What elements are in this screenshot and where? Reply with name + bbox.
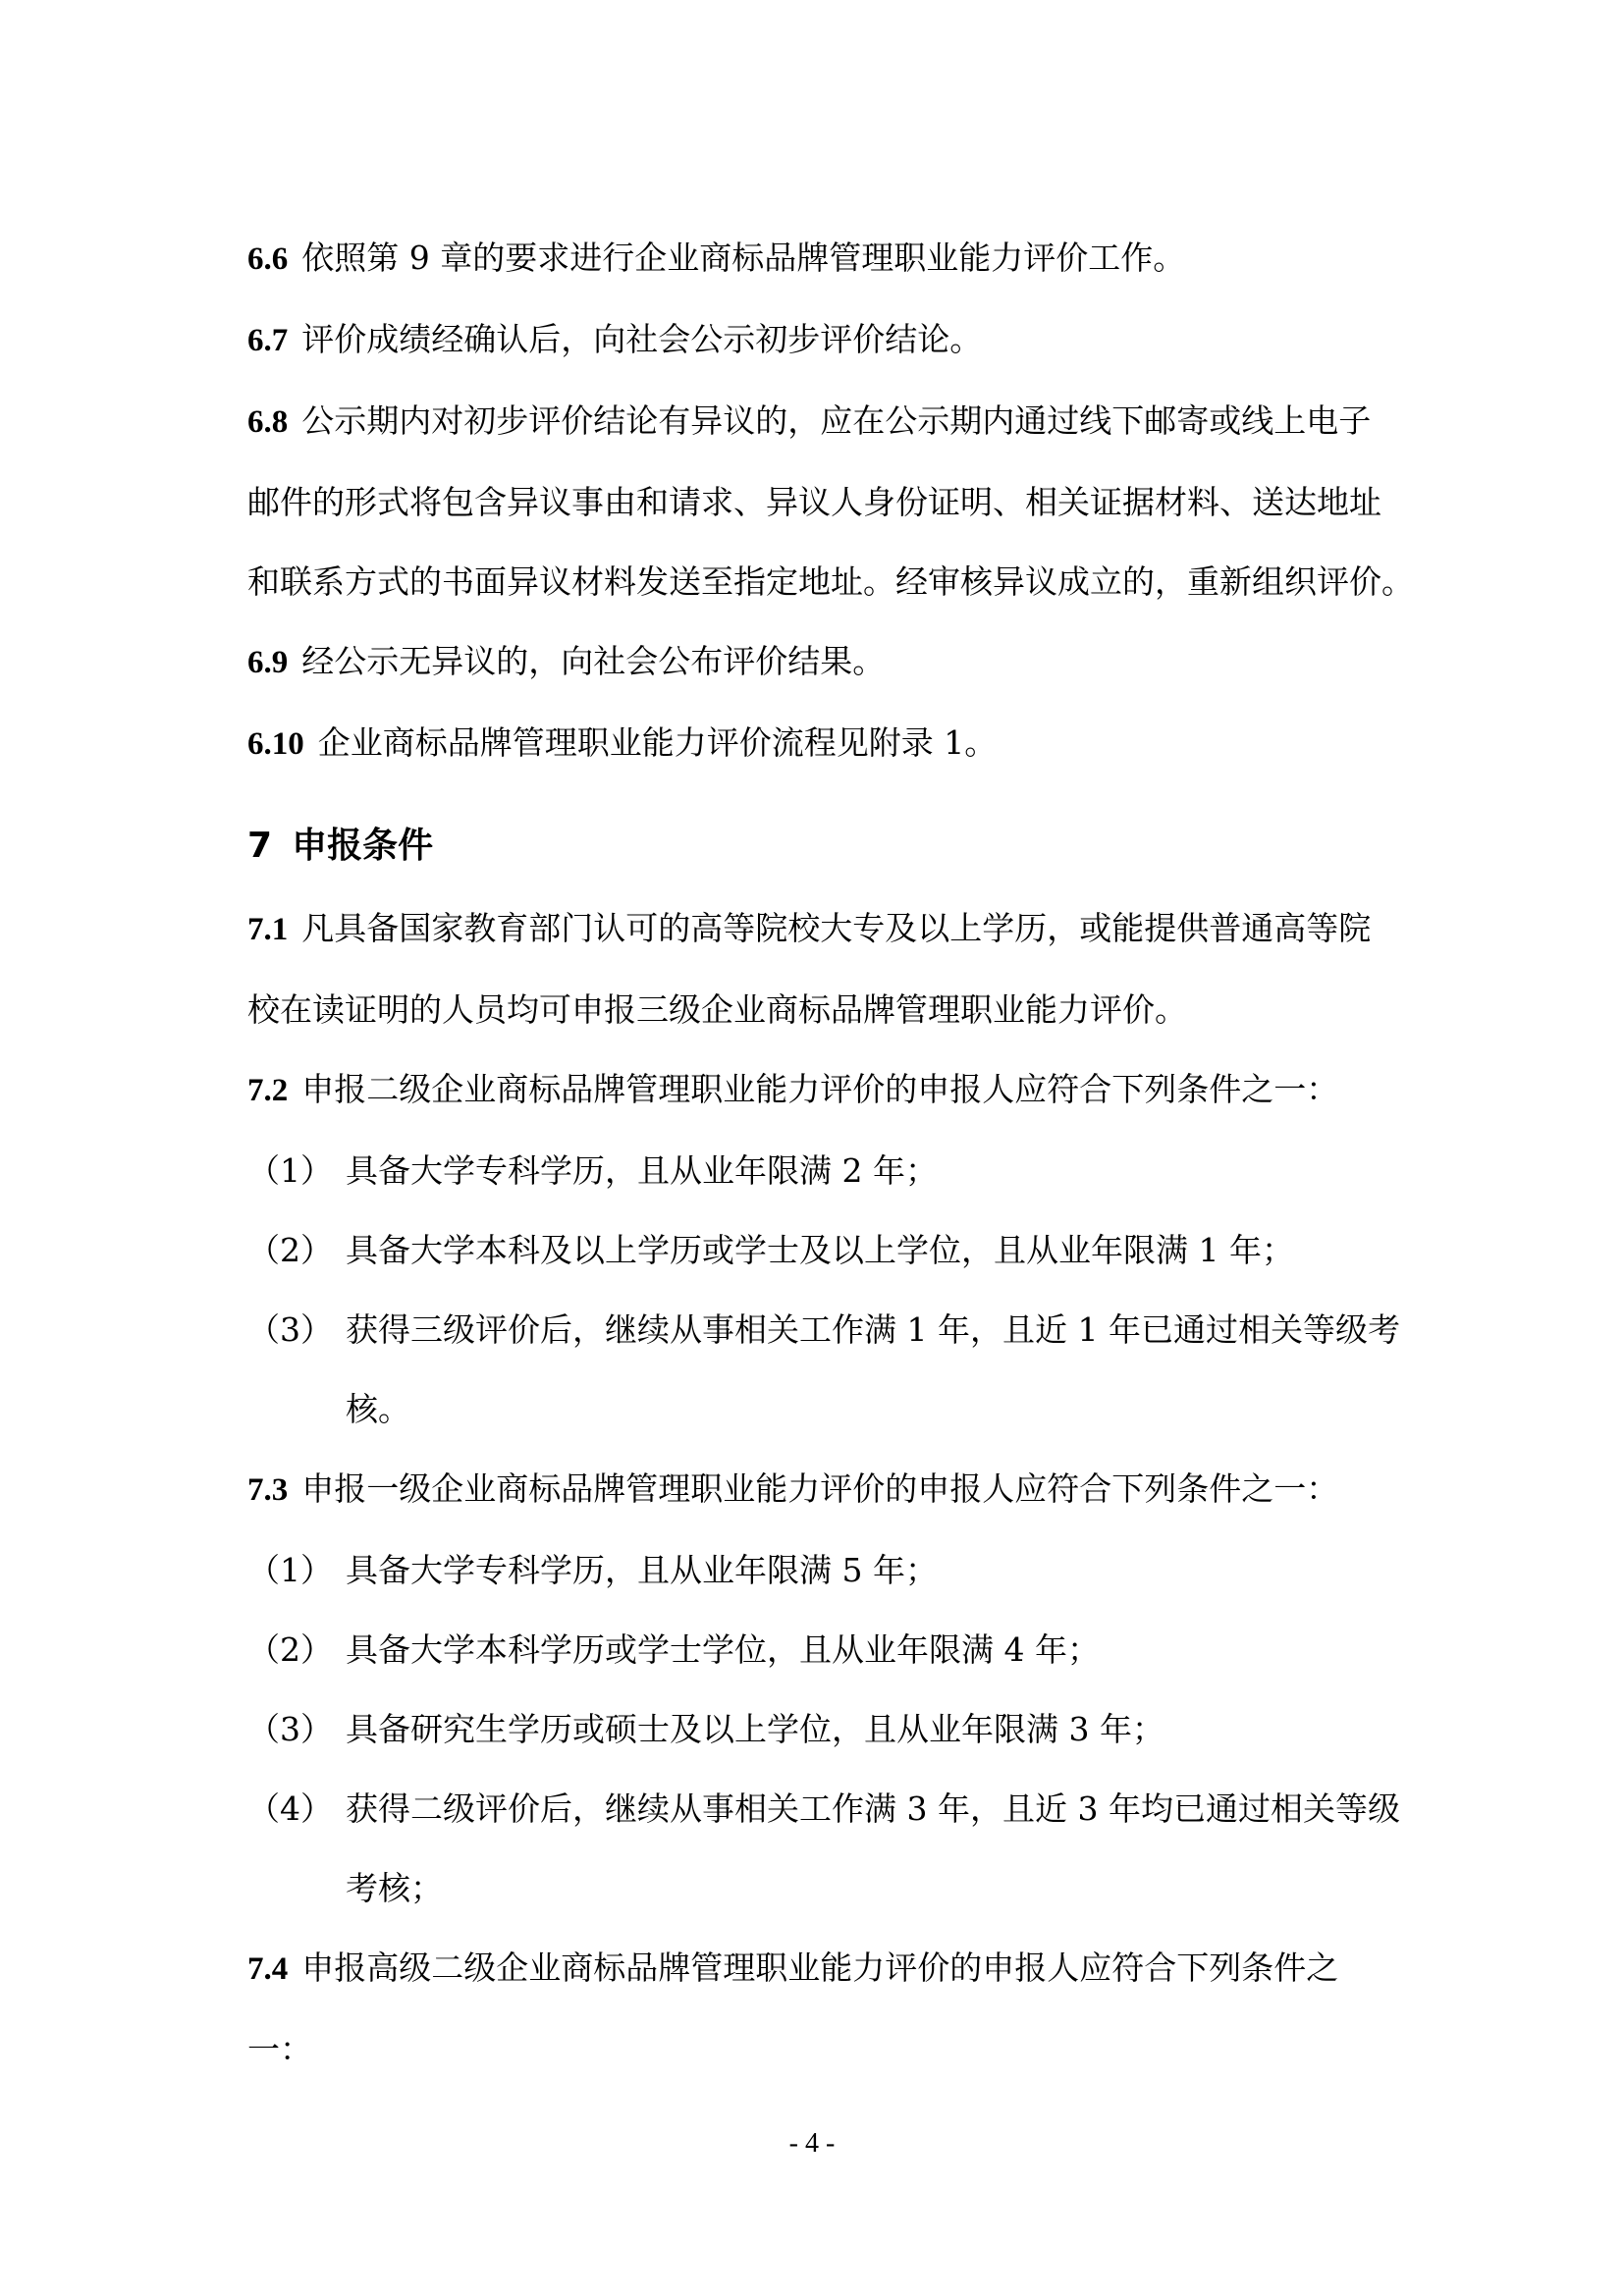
- list-item: [247, 1610, 1388, 1689]
- list-marker: （1）: [247, 1551, 333, 1589]
- clause-number: 7.4: [247, 1951, 289, 1987]
- clause-7-4: [247, 1928, 1388, 2009]
- clause-6-6: [247, 218, 1388, 299]
- clause-7-1-line-2: 校在读证明的人员均可申报三级企业商标品牌管理职业能力评价。: [247, 990, 1187, 1029]
- clause-6-8-line-2: 邮件的形式将包含异议事由和请求、异议人身份证明、相关证据材料、送达地址: [247, 483, 1381, 521]
- list-item-continuation: 考核；: [346, 1869, 443, 1907]
- clause-7-2: [247, 1049, 1388, 1131]
- clause-number: 6.6: [247, 241, 289, 277]
- list-item: [247, 1530, 1388, 1610]
- section-7-heading: [247, 810, 1388, 882]
- clause-number: 6.10: [247, 726, 304, 762]
- section-title: 申报条件: [292, 826, 434, 866]
- list-item: [247, 1689, 1388, 1769]
- clause-text: 公示期内对初步评价结论有异议的，应在公示期内通过线下邮寄或线上电子: [301, 401, 1372, 440]
- list-item-text: 具备大学专科学历，且从业年限满 5 年；: [346, 1551, 938, 1589]
- list-item-text: 具备大学专科学历，且从业年限满 2 年；: [346, 1151, 938, 1190]
- clause-6-9: [247, 621, 1388, 703]
- list-item-text: 具备大学本科及以上学历或学士及以上学位，且从业年限满 1 年；: [346, 1231, 1294, 1269]
- list-marker: （3）: [247, 1310, 333, 1349]
- list-item: [247, 1131, 1388, 1210]
- clause-text: 经公示无异议的，向社会公布评价结果。: [301, 642, 886, 680]
- clause-7-4-line-2: 一：: [247, 2030, 312, 2068]
- list-item: [247, 1769, 1400, 1848]
- list-item-text: 具备研究生学历或硕士及以上学位，且从业年限满 3 年；: [346, 1710, 1164, 1748]
- list-marker: （4）: [247, 1789, 333, 1828]
- clause-number: 7.3: [247, 1472, 289, 1508]
- list-item-text: 获得二级评价后，继续从事相关工作满 3 年，且近 3 年均已通过相关等级: [346, 1789, 1400, 1828]
- clause-text: 申报一级企业商标品牌管理职业能力评价的申报人应符合下列条件之一：: [301, 1469, 1339, 1508]
- list-marker: （3）: [247, 1710, 333, 1748]
- list-marker: （2）: [247, 1630, 333, 1669]
- clause-6-7: [247, 299, 1388, 381]
- clause-number: 7.2: [247, 1073, 289, 1108]
- clause-number: 6.7: [247, 323, 289, 358]
- clause-number: 6.8: [247, 404, 289, 440]
- list-marker: （1）: [247, 1151, 333, 1190]
- clause-text: 依照第 9 章的要求进行企业商标品牌管理职业能力评价工作。: [301, 239, 1186, 277]
- clause-7-3: [247, 1449, 1388, 1530]
- list-item: [247, 1210, 1388, 1290]
- clause-text: 企业商标品牌管理职业能力评价流程见附录 1。: [317, 723, 998, 762]
- list-item-text: 获得三级评价后，继续从事相关工作满 1 年，且近 1 年已通过相关等级考: [346, 1310, 1400, 1349]
- list-item: [247, 1290, 1400, 1369]
- clause-text: 申报高级二级企业商标品牌管理职业能力评价的申报人应符合下列条件之: [301, 1949, 1339, 1987]
- clause-7-1: [247, 888, 1388, 970]
- list-item-text: 具备大学本科学历或学士学位，且从业年限满 4 年；: [346, 1630, 1100, 1669]
- clause-6-8-line-3: 和联系方式的书面异议材料发送至指定地址。经审核异议成立的，重新组织评价。: [247, 562, 1414, 601]
- clause-number: 6.9: [247, 645, 289, 680]
- list-item-continuation: 核。: [346, 1390, 410, 1428]
- clause-6-8: [247, 381, 1388, 462]
- section-number: 7: [247, 826, 273, 866]
- clause-text: 评价成绩经确认后，向社会公示初步评价结论。: [301, 320, 983, 358]
- clause-6-10: [247, 703, 1388, 784]
- list-marker: （2）: [247, 1231, 333, 1269]
- clause-text: 申报二级企业商标品牌管理职业能力评价的申报人应符合下列条件之一：: [301, 1070, 1339, 1108]
- page-number: - 4 -: [788, 2128, 836, 2159]
- clause-number: 7.1: [247, 912, 289, 947]
- page-content: [247, 218, 1414, 2089]
- clause-text: 凡具备国家教育部门认可的高等院校大专及以上学历，或能提供普通高等院: [301, 909, 1372, 947]
